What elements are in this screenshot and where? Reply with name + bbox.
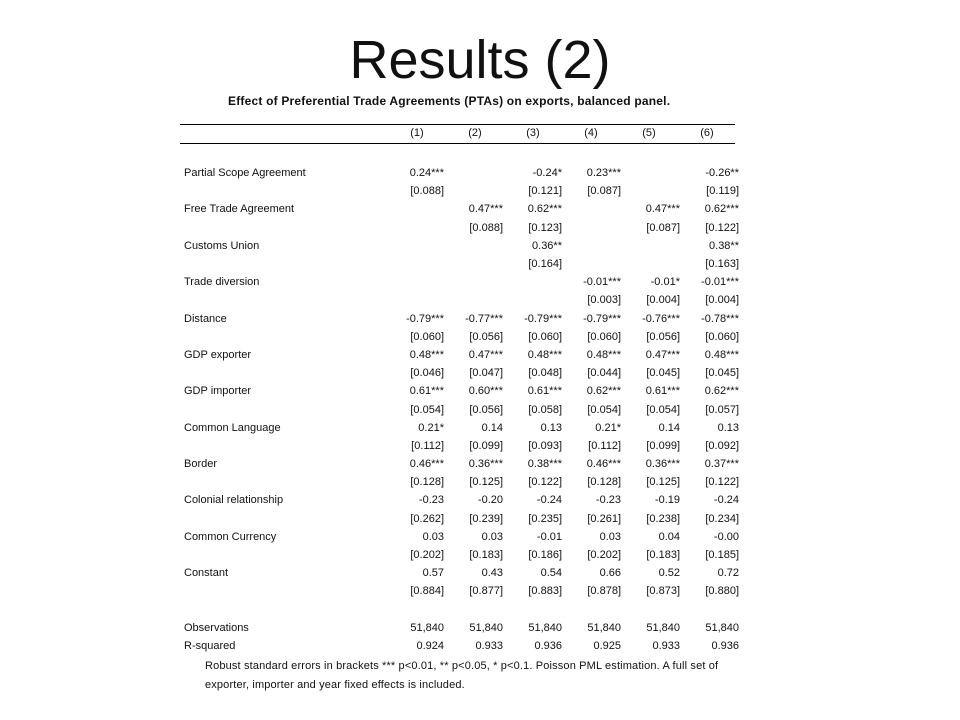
table-cell: [0.185] [705,549,739,562]
table-cell: [0.057] [705,403,739,416]
table-cell: 0.62*** [704,385,739,398]
row-label: Border [184,458,218,471]
coef-row [184,164,740,182]
table-cell: [0.884] [410,585,444,598]
table-cell: [0.060] [587,330,621,343]
table-cell: -0.01*** [701,276,739,289]
table-cell: -0.24 [713,494,739,507]
se-row [184,400,740,418]
se-row [184,219,740,237]
table-cell: 0.36*** [468,458,503,471]
row-label [184,219,386,237]
table-cell [563,237,622,255]
table-cell: 0.48*** [586,348,621,361]
table-cell: 0.60*** [468,385,503,398]
table-cell [445,182,504,200]
table-cell: 0.14 [658,421,680,434]
table-cell: [0.048] [528,367,562,380]
table-cell: 0.47*** [468,203,503,216]
table-cell: 0.61*** [527,385,562,398]
column-header: (3) [526,127,540,139]
table-cell [445,164,504,182]
table-cell: -0.01* [650,276,680,289]
table-cell: [0.054] [410,403,444,416]
se-row [184,291,740,309]
table-cell: [0.873] [646,585,680,598]
table-cell: 0.38** [709,239,739,252]
table-cell: [0.238] [646,512,680,525]
row-label: Colonial relationship [184,494,284,507]
coef-row [184,273,740,291]
table-cell: 0.61*** [645,385,680,398]
row-label: GDP exporter [184,348,252,361]
table-cell: [0.878] [587,585,621,598]
table-cell: [0.112] [588,439,621,452]
row-label [184,364,386,382]
table-cell: [0.235] [528,512,562,525]
note-line: exporter, importer and year fixed effects is included. [205,679,465,691]
table-cell: [0.044] [587,367,621,380]
row-label [184,328,386,346]
table-cell: 0.46*** [409,458,444,471]
table-cell: 0.36** [532,239,562,252]
table-cell: 0.936 [534,639,562,652]
table-cell [504,291,563,309]
table-cell: [0.122] [705,476,739,489]
table-cell [622,255,681,273]
table-cell: [0.088] [410,185,444,198]
table-cell: 0.62*** [704,203,739,216]
table-cell [386,219,445,237]
coef-row [184,237,740,255]
table-cell: [0.877] [469,585,503,598]
table-cell: -0.20 [477,494,503,507]
table-cell [563,255,622,273]
table-cell: -0.00 [713,530,739,543]
table-cell: [0.234] [705,512,739,525]
slide-title: Results (2) [349,30,611,90]
row-label: Observations [184,621,249,634]
table-cell: [0.183] [469,549,503,562]
table-cell: -0.24* [532,167,562,180]
table-cell: 51,840 [469,621,503,634]
table-cell: 0.04 [658,530,680,543]
table-cell: 0.03 [599,530,621,543]
table-cell: 0.48*** [704,348,739,361]
table-cell: -0.24 [536,494,562,507]
row-label: Partial Scope Agreement [184,167,306,180]
table-cell: 0.43 [481,567,503,580]
regression-table [184,164,740,655]
row-label: Common Language [184,421,281,434]
row-label [184,255,386,273]
table-cell: 0.47*** [645,203,680,216]
table-cell: 0.72 [717,567,739,580]
table-cell [386,291,445,309]
column-header: (2) [468,127,482,139]
table-cell: [0.056] [469,330,503,343]
table-cell: [0.202] [587,549,621,562]
table-cell: 0.925 [593,639,621,652]
coef-row [184,382,740,400]
table-cell: [0.119] [706,185,739,198]
table-cell: 0.62*** [527,203,562,216]
row-label: Free Trade Agreement [184,203,295,216]
table-cell: [0.099] [646,439,680,452]
note-line: Robust standard errors in brackets *** p<0.01, ** p<0.05, * p<0.1. Poisson PML estimation. A full set of [205,660,719,672]
table-cell: [0.880] [705,585,739,598]
table-cell [386,200,445,218]
table-cell: 0.924 [416,639,444,652]
row-label: R-squared [184,639,236,652]
table-cell [622,182,681,200]
table-cell: [0.004] [705,294,739,307]
row-label: Customs Union [184,239,260,252]
row-label [184,510,386,528]
table-cell: 0.36*** [645,458,680,471]
coef-row [184,310,740,328]
header-bottom-rule [180,143,735,144]
table-cell: [0.056] [469,403,503,416]
table-notes [205,657,725,695]
table-cell: 0.54 [540,567,562,580]
table-cell: -0.19 [654,494,680,507]
se-row [184,328,740,346]
table-cell: -0.01 [536,530,562,543]
se-row [184,546,740,564]
se-row [184,255,740,273]
table-cell: 0.13 [717,421,739,434]
table-cell: [0.045] [646,367,680,380]
column-header: (6) [700,127,714,139]
table-cell: 0.47*** [645,348,680,361]
table-cell [445,237,504,255]
table-cell [563,219,622,237]
table-cell: 0.47*** [468,348,503,361]
row-label [184,291,386,309]
table-cell: -0.79*** [524,312,562,325]
table-cell: [0.183] [646,549,680,562]
row-label [184,182,386,200]
se-row [184,437,740,455]
table-cell: [0.122] [528,476,562,489]
table-cell: 0.66 [599,567,621,580]
row-label [184,473,386,491]
table-cell: 51,840 [705,621,739,634]
row-label: Trade diversion [184,276,260,289]
table-cell: [0.202] [410,549,444,562]
table-cell: [0.088] [469,221,503,234]
table-cell [504,273,563,291]
table-cell: [0.099] [469,439,503,452]
table-cell: -0.76*** [642,312,680,325]
table-cell: [0.060] [410,330,444,343]
table-cell: [0.123] [528,221,562,234]
se-row [184,473,740,491]
table-cell: [0.239] [469,512,503,525]
table-cell: 0.46*** [586,458,621,471]
table-cell: -0.23 [418,494,444,507]
stat-row [184,637,740,655]
table-cell [386,255,445,273]
table-cell: [0.163] [705,258,739,271]
table-cell: [0.121] [528,185,562,198]
table-cell [445,273,504,291]
table-cell: [0.003] [587,294,621,307]
table-cell: [0.054] [646,403,680,416]
table-cell: 0.48*** [527,348,562,361]
table-cell: [0.125] [469,476,503,489]
table-cell: 0.13 [540,421,562,434]
table-cell: [0.054] [587,403,621,416]
stat-row [184,619,740,637]
table-cell: [0.262] [410,512,444,525]
table-cell: 0.933 [475,639,503,652]
table-cell: 51,840 [528,621,562,634]
row-label: Common Currency [184,530,277,543]
table-cell: 0.37*** [704,458,739,471]
table-top-rule [180,124,735,125]
row-label: Constant [184,567,229,580]
se-row [184,582,740,600]
table-cell: 51,840 [587,621,621,634]
table-cell: [0.056] [646,330,680,343]
table-cell: -0.26** [705,167,739,180]
table-cell [563,200,622,218]
spacer-row [184,601,740,619]
table-cell [445,255,504,273]
table-cell: [0.060] [705,330,739,343]
table-cell: 0.14 [481,421,503,434]
table-cell: 0.52 [658,567,680,580]
table-cell: [0.164] [528,258,562,271]
table-cell: [0.058] [528,403,562,416]
table-cell: [0.128] [410,476,444,489]
table-cell: 51,840 [410,621,444,634]
table-cell: 0.03 [481,530,503,543]
table-cell: [0.112] [411,439,444,452]
table-cell: [0.261] [587,512,621,525]
table-cell: [0.060] [528,330,562,343]
column-header: (1) [410,127,424,139]
table-cell: 0.48*** [409,348,444,361]
row-label: GDP importer [184,385,252,398]
row-label [184,437,386,455]
table-cell: [0.087] [587,185,621,198]
table-cell [386,273,445,291]
coef-row [184,455,740,473]
table-cell: [0.128] [587,476,621,489]
table-cell: 51,840 [646,621,680,634]
coef-row [184,528,740,546]
coef-row [184,491,740,509]
coef-row [184,419,740,437]
table-cell: [0.092] [705,439,739,452]
row-label [184,582,386,600]
table-caption: Effect of Preferential Trade Agreements (PTAs) on exports, balanced panel. [228,94,671,108]
column-header: (4) [584,127,598,139]
table-cell: 0.61*** [409,385,444,398]
table-cell [622,164,681,182]
table-cell: [0.004] [646,294,680,307]
table-cell: -0.23 [595,494,621,507]
table-cell: [0.047] [469,367,503,380]
table-cell: 0.21* [595,421,621,434]
table-cell: -0.79*** [583,312,621,325]
table-cell: 0.62*** [586,385,621,398]
row-label [184,546,386,564]
table-cell: [0.087] [646,221,680,234]
table-cell: [0.046] [410,367,444,380]
table-cell [386,237,445,255]
column-header-row [180,127,735,141]
table-cell: [0.125] [646,476,680,489]
table-cell: [0.122] [705,221,739,234]
table-cell: -0.78*** [701,312,739,325]
table-cell [445,291,504,309]
se-row [184,364,740,382]
table-cell: 0.24*** [409,167,444,180]
table-cell: -0.01*** [583,276,621,289]
table-cell: -0.79*** [406,312,444,325]
table-cell: 0.03 [422,530,444,543]
row-label: Distance [184,312,227,325]
se-row [184,510,740,528]
table-cell: [0.883] [528,585,562,598]
coef-row [184,564,740,582]
se-row [184,182,740,200]
table-cell: [0.045] [705,367,739,380]
coef-row [184,346,740,364]
row-label [184,400,386,418]
table-cell: 0.21* [418,421,444,434]
table-cell: 0.933 [652,639,680,652]
table-cell: [0.186] [528,549,562,562]
column-header: (5) [642,127,656,139]
table-cell: [0.093] [528,439,562,452]
table-cell: 0.57 [422,567,444,580]
table-cell: 0.38*** [527,458,562,471]
table-cell: -0.77*** [465,312,503,325]
table-cell [622,237,681,255]
table-cell: 0.936 [711,639,739,652]
coef-row [184,200,740,218]
table-cell: 0.23*** [586,167,621,180]
